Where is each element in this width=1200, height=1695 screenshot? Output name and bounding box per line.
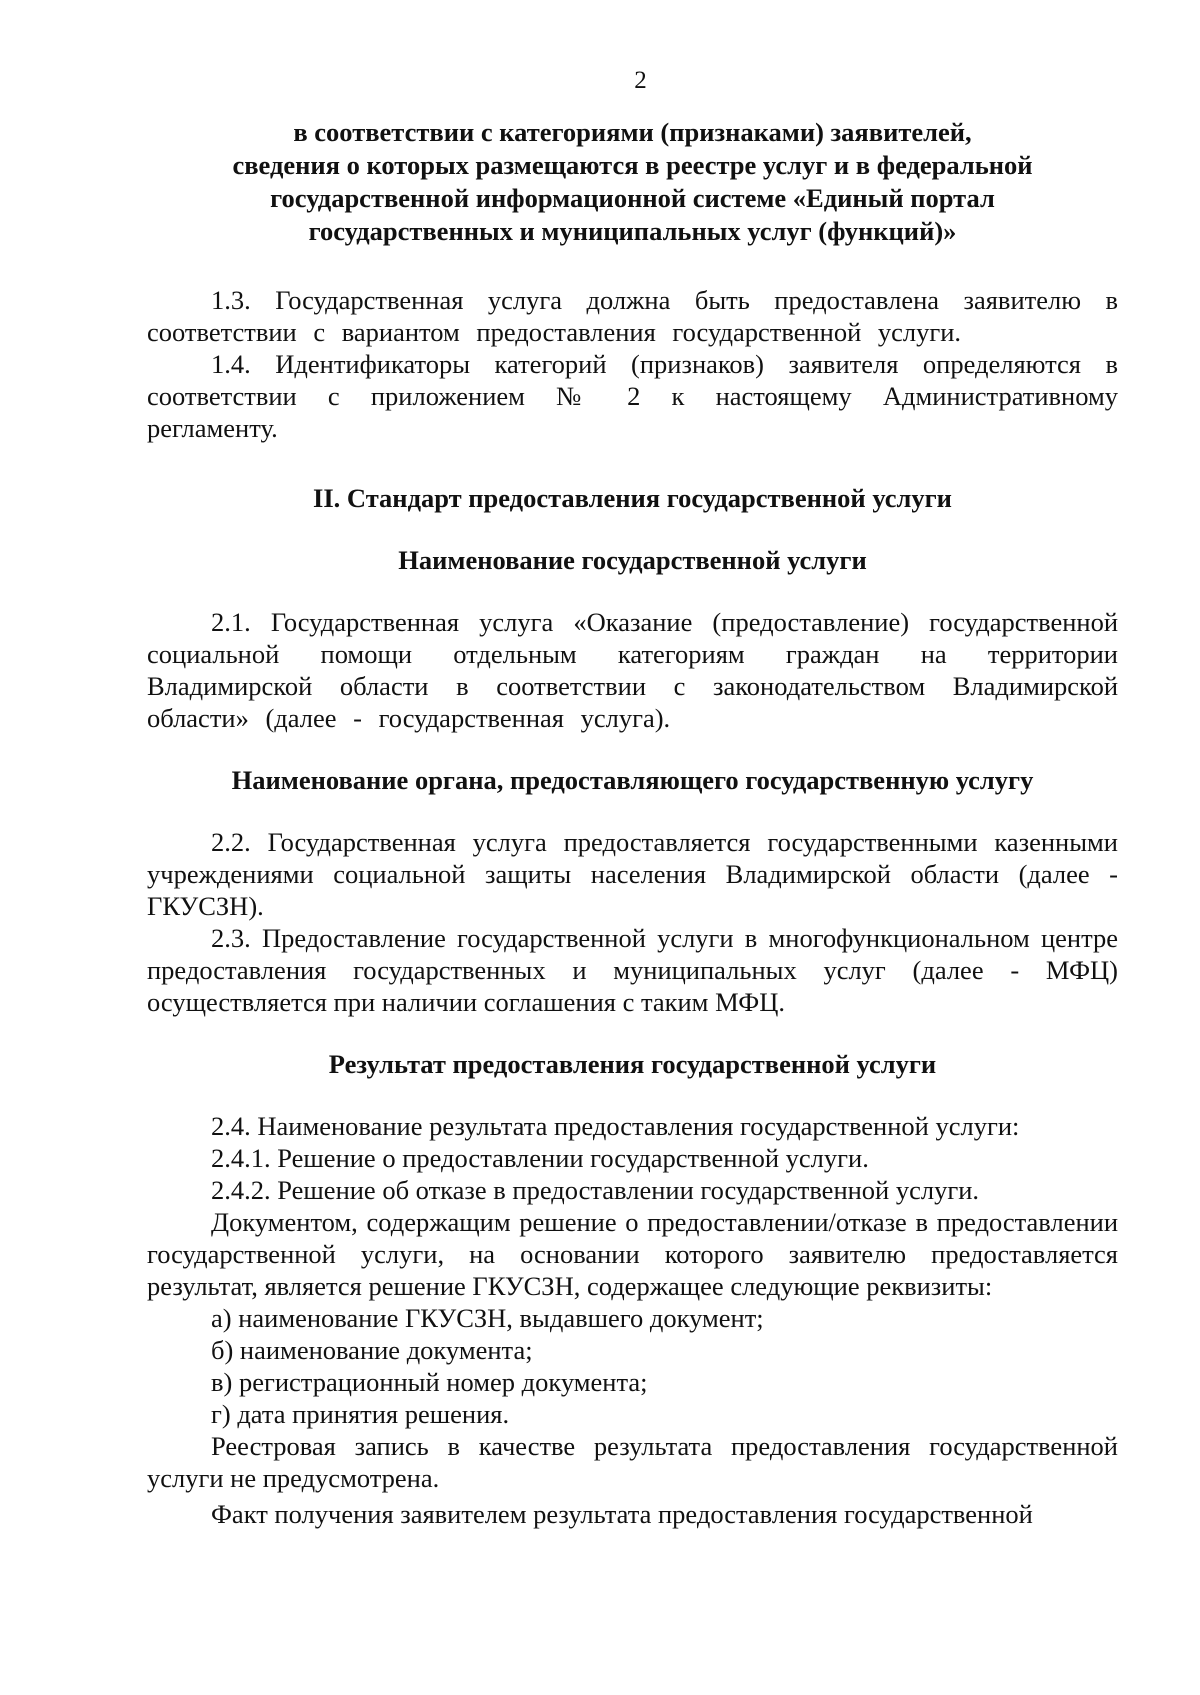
paragraph-2-2: 2.2. Государственная услуга предоставляется государственными казенными учреждениями социальной защиты населения Владимирской области (далее - ГКУСЗН). [147, 827, 1118, 921]
paragraph-2-4: 2.4. Наименование результата предоставления государственной услуги: [211, 1111, 1020, 1141]
paragraph-2-4-1: 2.4.1. Решение о предоставлении государственной услуги. [211, 1143, 869, 1173]
requisite-item: г) дата принятия решения. [211, 1399, 510, 1429]
title-line: государственных и муниципальных услуг (функций)» [308, 216, 957, 246]
requisite-item: в) регистрационный номер документа; [211, 1367, 648, 1397]
title-line: в соответствии с категориями (признаками) заявителей, [293, 117, 972, 147]
subheading-result: Результат предоставления государственной услуги [328, 1049, 937, 1079]
title-line: сведения о которых размещаются в реестре услуг и в федеральной [232, 150, 1033, 180]
paragraph-2-3: 2.3. Предоставление государственной услуги в многофункциональном центре предоставления государственных и муниципальных услуг (далее - МФЦ) осуществляется при наличии соглашения с таким МФЦ. [147, 923, 1118, 1017]
paragraph-registry: Реестровая запись в качестве результата предоставления государственной услуги не предусмотрена. [147, 1431, 1118, 1493]
requisite-item: б) наименование документа; [211, 1335, 533, 1365]
section-heading: II. Стандарт предоставления государственной услуги [313, 483, 952, 513]
title-line: государственной информационной системе «Единый портал [270, 183, 995, 213]
document-title [147, 116, 1118, 248]
paragraph-document: Документом, содержащим решение о предоставлении/отказе в предоставлении государственной услуги, на основании которого заявителю предоставляется результат, является решение ГКУСЗН, содержащее следующие реквизиты: [147, 1207, 1118, 1301]
paragraph-fact: Факт получения заявителем результата предоставления государственной [211, 1499, 1033, 1529]
paragraph-2-1: 2.1. Государственная услуга «Оказание (предоставление) государственной социальной помощи отдельным категориям граждан на территории Владимирской области в соответствии с законодательством Владимирской области» (далее - государственная услуга). [147, 607, 1118, 733]
paragraph-1-3: 1.3. Государственная услуга должна быть предоставлена заявителю в соответствии с вариантом предоставления государственной услуги. [147, 285, 1118, 347]
page-number: 2 [634, 67, 647, 94]
requisite-item: а) наименование ГКУСЗН, выдавшего документ; [211, 1303, 764, 1333]
subheading-organ: Наименование органа, предоставляющего государственную услугу [231, 765, 1034, 795]
paragraph-2-4-2: 2.4.2. Решение об отказе в предоставлении государственной услуги. [211, 1175, 980, 1205]
subheading-service-name: Наименование государственной услуги [398, 545, 867, 575]
paragraph-1-4: 1.4. Идентификаторы категорий (признаков) заявителя определяются в соответствии с приложением № 2 к настоящему Административному регламенту. [147, 349, 1118, 443]
